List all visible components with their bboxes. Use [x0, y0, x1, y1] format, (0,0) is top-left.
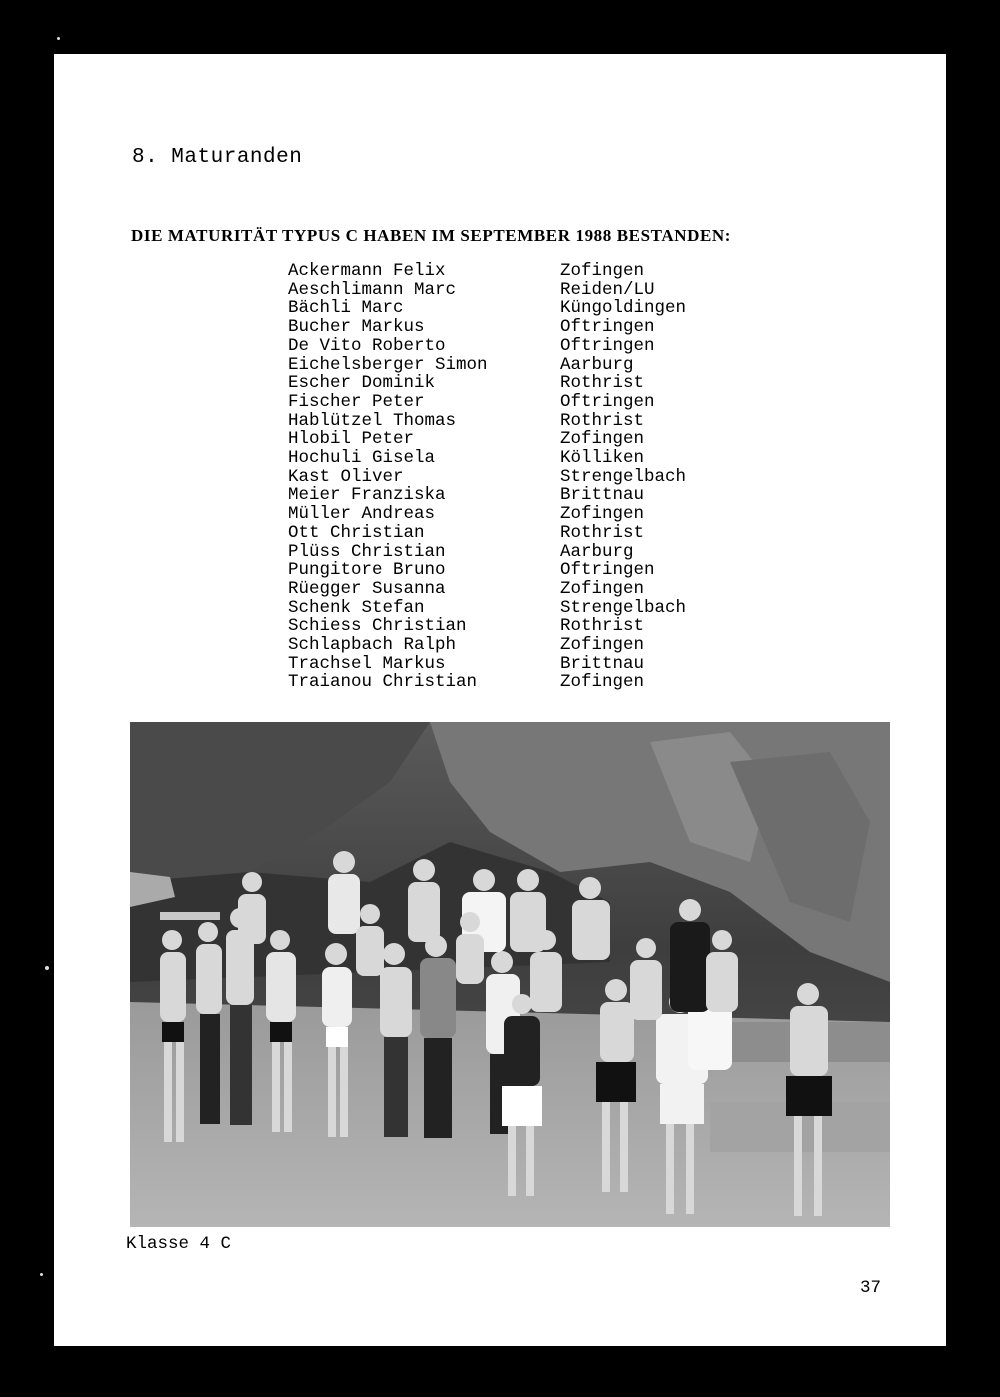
graduate-row	[288, 337, 686, 356]
graduate-row	[288, 412, 686, 431]
graduate-name: De Vito Roberto	[288, 335, 446, 356]
graduate-name: Hochuli Gisela	[288, 448, 436, 469]
graduate-row	[288, 468, 686, 487]
graduate-name: Rüegger Susanna	[288, 578, 446, 599]
page-number: 37	[860, 1278, 882, 1298]
graduate-name: Plüss Christian	[288, 541, 446, 562]
graduation-heading: DIE MATURITÄT TYPUS C HABEN IM SEPTEMBER 1988 BESTANDEN:	[131, 226, 732, 245]
graduate-row	[288, 393, 686, 412]
scan-speck	[45, 966, 49, 970]
graduate-row	[288, 543, 686, 562]
graduate-row	[288, 655, 686, 674]
graduate-town: Zofingen	[560, 429, 645, 450]
graduate-town: Oftringen	[560, 335, 655, 356]
graduate-row	[288, 617, 686, 636]
graduate-name: Ackermann Felix	[288, 261, 446, 281]
graduate-row	[288, 374, 686, 393]
graduate-row	[288, 318, 686, 337]
graduate-row	[288, 356, 686, 375]
graduate-town: Aarburg	[560, 541, 634, 562]
graduate-name: Kast Oliver	[288, 466, 404, 487]
graduate-town: Strengelbach	[560, 597, 687, 618]
graduate-name: Bucher Markus	[288, 317, 425, 338]
graduate-town: Strengelbach	[560, 466, 687, 487]
graduate-town: Zofingen	[560, 261, 645, 281]
graduate-town: Rothrist	[560, 616, 645, 637]
graduate-row	[288, 430, 686, 449]
scan-speck	[57, 37, 60, 40]
graduate-row	[288, 524, 686, 543]
graduate-name: Hlobil Peter	[288, 429, 415, 450]
class-group-photo	[130, 722, 890, 1227]
graduate-row	[288, 673, 686, 692]
graduate-row	[288, 580, 686, 599]
graduate-town: Zofingen	[560, 635, 645, 656]
graduate-town: Reiden/LU	[560, 279, 655, 300]
graduate-row	[288, 449, 686, 468]
graduate-row	[288, 505, 686, 524]
graduate-row	[288, 599, 686, 618]
graduate-town: Küngoldingen	[560, 298, 687, 319]
graduate-town: Oftringen	[560, 317, 655, 338]
document-page	[54, 54, 946, 1346]
graduate-name: Ott Christian	[288, 522, 425, 543]
graduate-name: Aeschlimann Marc	[288, 279, 457, 300]
graduate-town: Rothrist	[560, 522, 645, 543]
graduate-name: Fischer Peter	[288, 391, 425, 412]
graduate-name: Trachsel Markus	[288, 653, 446, 674]
graduate-name: Müller Andreas	[288, 504, 436, 525]
graduate-name: Schenk Stefan	[288, 597, 425, 618]
graduate-name: Schiess Christian	[288, 616, 467, 637]
graduate-town: Oftringen	[560, 560, 655, 581]
graduate-name: Pungitore Bruno	[288, 560, 446, 581]
graduate-town: Oftringen	[560, 391, 655, 412]
graduate-town: Brittnau	[560, 653, 645, 674]
graduates-list	[288, 262, 686, 692]
graduate-town: Kölliken	[560, 448, 645, 469]
photo-caption: Klasse 4 C	[126, 1234, 232, 1254]
photo-illustration	[130, 722, 890, 1227]
graduate-town: Aarburg	[560, 354, 634, 375]
graduate-town: Zofingen	[560, 672, 645, 693]
graduate-row	[288, 561, 686, 580]
graduate-name: Hablützel Thomas	[288, 410, 457, 431]
scan-speck	[40, 1273, 43, 1276]
graduate-row	[288, 262, 686, 281]
section-title: 8. Maturanden	[132, 146, 303, 169]
graduate-row	[288, 299, 686, 318]
graduate-town: Zofingen	[560, 504, 645, 525]
graduate-row	[288, 636, 686, 655]
graduate-name: Eichelsberger Simon	[288, 354, 488, 375]
graduate-name: Escher Dominik	[288, 373, 436, 394]
graduate-row	[288, 486, 686, 505]
graduate-row	[288, 281, 686, 300]
graduate-name: Traianou Christian	[288, 672, 478, 693]
graduate-town: Brittnau	[560, 485, 645, 506]
graduate-town: Rothrist	[560, 373, 645, 394]
graduate-name: Bächli Marc	[288, 298, 404, 319]
graduate-town: Zofingen	[560, 578, 645, 599]
graduate-town: Rothrist	[560, 410, 645, 431]
graduate-name: Meier Franziska	[288, 485, 446, 506]
graduate-name: Schlapbach Ralph	[288, 635, 457, 656]
